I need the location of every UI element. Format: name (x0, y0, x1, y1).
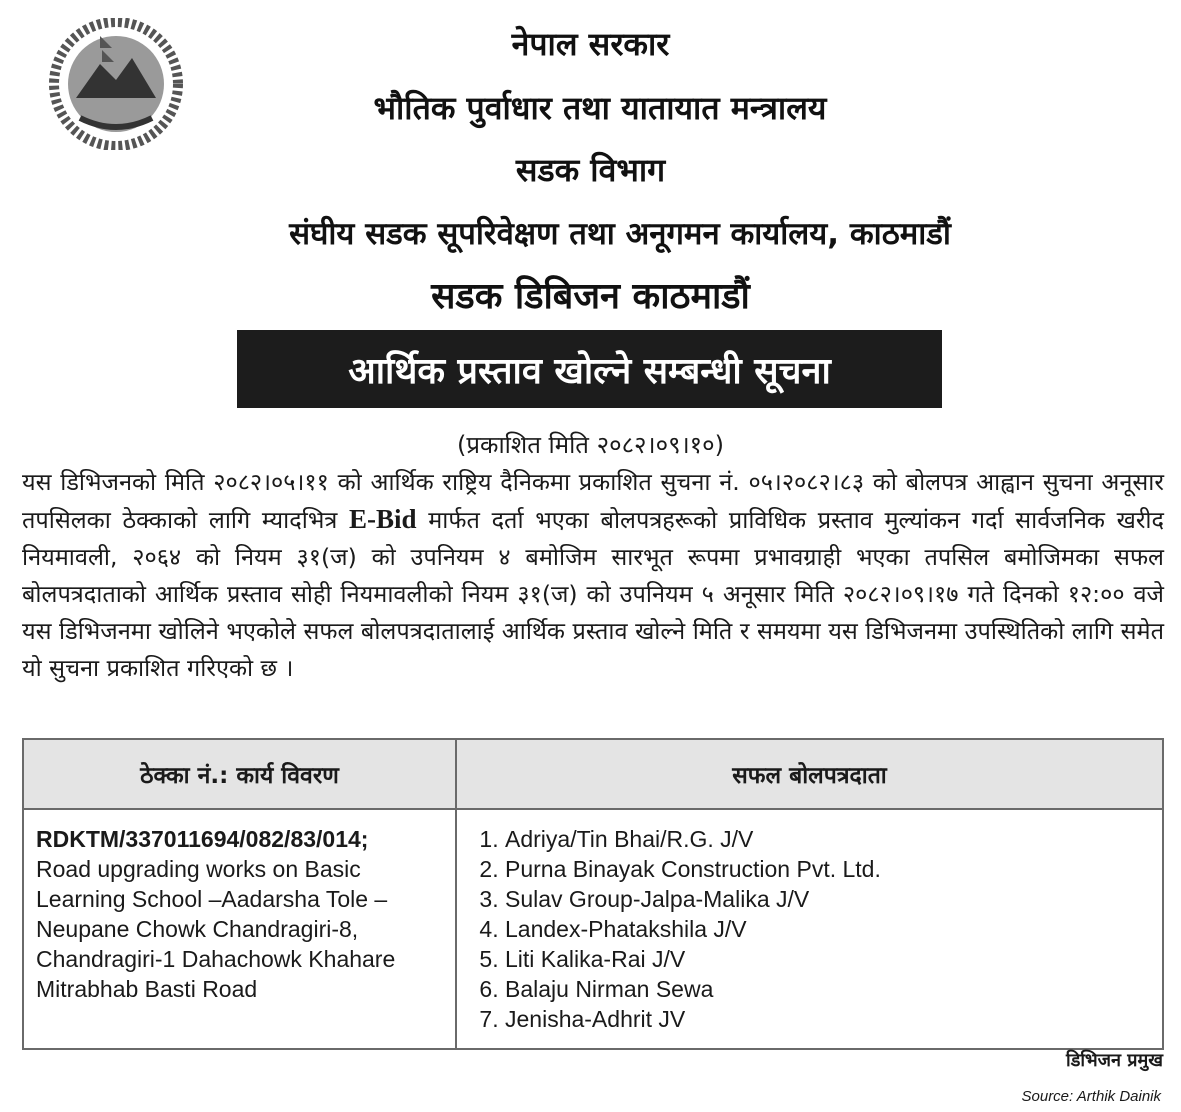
contract-description: Road upgrading works on Basic Learning School –Aadarsha Tole –Neupane Chowk Chandragiri-8, Chandragiri-1 Dahachowk Khahare Mitrabhab Basti Road (36, 856, 396, 1002)
table-row (23, 809, 1163, 1049)
contract-table (22, 738, 1164, 1050)
division-heading: सडक डिबिजन काठमाडौं (431, 276, 750, 317)
bidder-list (477, 824, 1150, 1034)
office-heading: संघीय सडक सूपरिवेक्षण तथा अनूगमन कार्यालय, काठमाडौं (289, 216, 951, 252)
bidder-item: 3. Sulav Group-Jalpa-Malika J/V (505, 884, 1150, 914)
signature: डिभिजन प्रमुख (1066, 1050, 1163, 1071)
published-date: (प्रकाशित मिति २०८२।०९।१०) (457, 431, 724, 459)
header-contract: ठेक्का नं.: कार्य विवरण (23, 739, 456, 809)
contract-cell (23, 809, 456, 1049)
body-text-1: यस डिभिजनको मिति २०८२।०५।११ को आर्थिक राष्ट्रिय दैनिकमा प्रकाशित सुचना नं. ०५।२०८२।८३ को बोलपत्र आह्वान सुचना अनूसार तपसिलका ठेक्काको लागि म्यादभित्र (22, 468, 1164, 534)
notice-title: आर्थिक प्रस्ताव खोल्ने सम्बन्धी सूचना (237, 330, 942, 408)
bidder-item: 6. Balaju Nirman Sewa (505, 974, 1150, 1004)
header-bidders: सफल बोलपत्रदाता (456, 739, 1163, 809)
bidder-item: 5. Liti Kalika-Rai J/V (505, 944, 1150, 974)
ministry-heading: भौतिक पुर्वाधार तथा यातायात मन्त्रालय (373, 89, 827, 127)
ebid-text: E-Bid (349, 504, 417, 534)
body-text-2: मार्फत दर्ता भएका बोलपत्रहरूको प्राविधिक प्रस्ताव मुल्यांकन गर्दा सार्वजनिक खरीद नियमावली, २०६४ को नियम ३१(ज) को उपनियम ४ बमोजिम सारभूत रूपमा प्रभावग्राही भएका तपसिल बमोजिमका सफल बोलपत्रदाताको आर्थिक प्रस्ताव सोही नियमावलीको नियम ३१(ज) को उपनियम ५ अनूसार मिति २०८२।०९।१७ गते दिनको १२:०० वजे यस डिभिजनमा खोलिने भएकोले सफल बोलपत्रदातालाई आर्थिक प्रस्ताव खोल्ने मिति र समयमा यस डिभिजनमा उपस्थितिको लागि समेत यो सुचना प्रकाशित गरिएको छ । (22, 506, 1164, 682)
source-credit: Source: Arthik Dainik (1021, 1088, 1161, 1105)
notice-body (22, 464, 1164, 687)
bidders-cell (456, 809, 1163, 1049)
bidder-item: 4. Landex-Phatakshila J/V (505, 914, 1150, 944)
contract-number: RDKTM/337011694/082/83/014; (36, 826, 369, 852)
bidder-item: 1. Adriya/Tin Bhai/R.G. J/V (505, 824, 1150, 854)
table-header-row (23, 739, 1163, 809)
bidder-item: 7. Jenisha-Adhrit JV (505, 1004, 1150, 1034)
department-heading: सडक विभाग (515, 151, 666, 189)
bidder-item: 2. Purna Binayak Construction Pvt. Ltd. (505, 854, 1150, 884)
government-heading: नेपाल सरकार (511, 25, 670, 63)
